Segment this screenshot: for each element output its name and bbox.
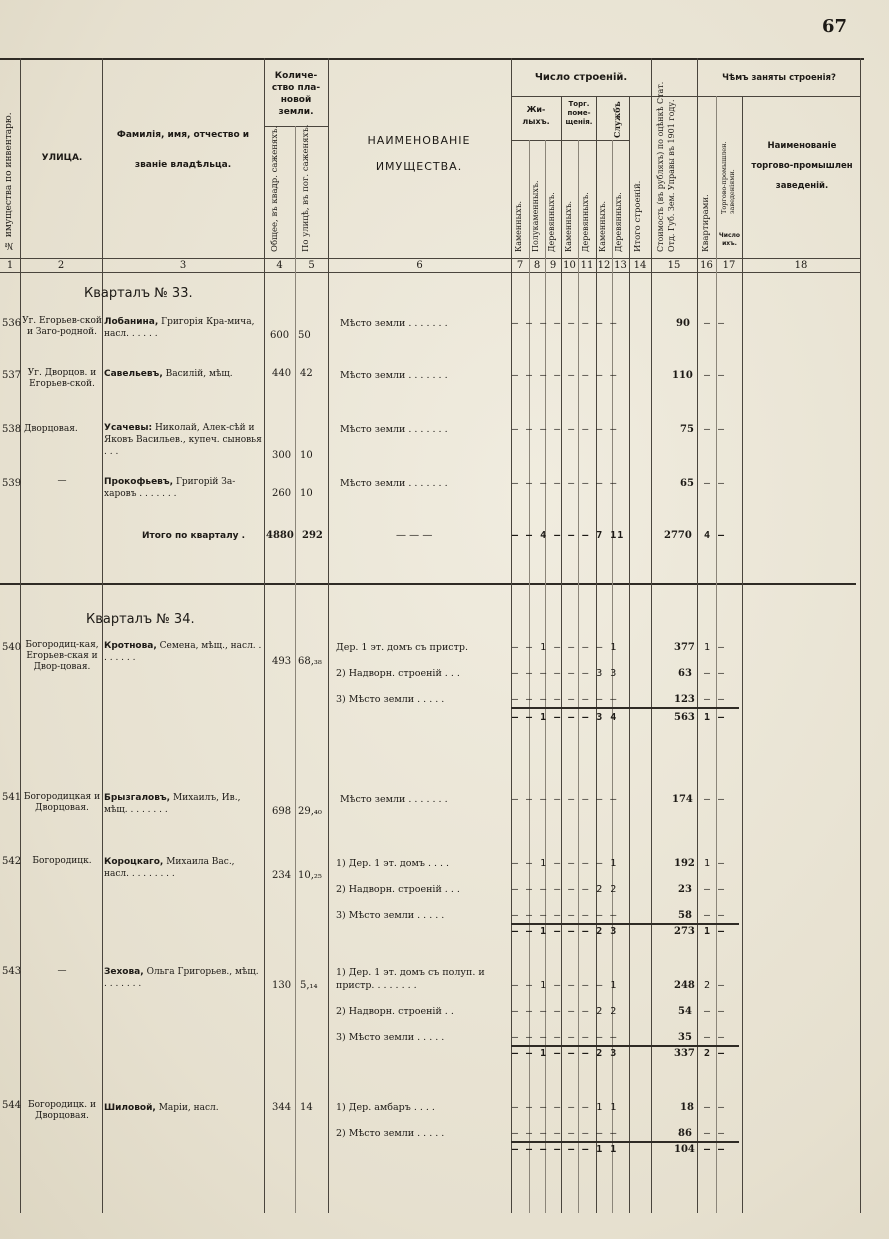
colnum: 2 xyxy=(57,260,65,271)
row-owner xyxy=(104,422,262,458)
row-street: Богородицк. и Дворцовая. xyxy=(27,1100,97,1121)
header-owner: Фамилія, имя, отчество и званіе владѣльца. xyxy=(116,130,250,170)
subtotal-counts: — — — — — — 1 1 xyxy=(512,1144,618,1155)
owner-surname: Брызгаловъ, xyxy=(104,793,171,803)
row-frontage: 42 xyxy=(300,368,313,379)
col-line xyxy=(102,58,103,1213)
owner-surname: Кротнова, xyxy=(104,641,157,651)
row-occupancy: — — xyxy=(704,668,726,679)
colnum: 5 xyxy=(308,260,315,271)
subtotal-rule xyxy=(511,1045,739,1047)
row-value: 377 xyxy=(674,642,695,653)
row-area: 300 xyxy=(272,450,292,461)
row-frontage: 50 xyxy=(298,330,311,341)
owner-rest: Василій, мѣщ. xyxy=(165,369,233,379)
header-subline xyxy=(697,96,860,97)
header-buildings-count: Число строеній. xyxy=(534,72,628,83)
row-number: 536 xyxy=(2,318,22,329)
row-owner xyxy=(104,476,262,500)
quarter-total-counts: — — 4 — — — 7 11 xyxy=(512,530,625,541)
colnum: 17 xyxy=(722,260,736,271)
row-occupancy: — — xyxy=(704,318,726,329)
row-value: 248 xyxy=(674,980,695,991)
row-property: 1) Дер. 1 эт. домъ съ полуп. и пристр. . . . . . . . xyxy=(336,967,485,991)
row-number: 543 xyxy=(2,966,22,977)
row-building-counts: — — — — — — — — xyxy=(512,318,618,329)
quarter-total-property: — — — xyxy=(396,530,433,541)
row-street: Уг. Егорьев-ской и Заго-родной. xyxy=(22,316,102,337)
header-occupied: Чѣмъ заняты строенія? xyxy=(722,73,836,83)
row-property: 1) Дер. амбаръ . . . . xyxy=(336,1102,435,1113)
header-area: Общее, въ квадр. саженяхъ. xyxy=(270,125,280,252)
header-service: Службъ xyxy=(612,101,622,138)
subtotal-occupancy: 1 — xyxy=(704,926,726,937)
colnum-bottom-border xyxy=(0,272,860,273)
header-c7: Каменныхъ. xyxy=(514,200,523,252)
row-value: 18 xyxy=(680,1102,694,1113)
header-residential: Жи-лыхъ. xyxy=(522,105,550,126)
row-street: Богородицкая и Дворцовая. xyxy=(23,792,101,813)
row-building-counts: — — — — — — — — xyxy=(512,370,618,381)
row-occupancy: — — xyxy=(704,1128,726,1139)
owner-surname: Шиловой, xyxy=(104,1103,156,1113)
owner-surname: Усачевы: xyxy=(104,423,153,433)
col-line xyxy=(264,58,265,1213)
subtotal-rule xyxy=(511,707,739,709)
row-building-counts: — — — — — — — — xyxy=(512,1128,618,1139)
row-area: 493 xyxy=(272,656,292,667)
colnum: 7 xyxy=(516,260,524,271)
quarter-total-occupancy: 4 — xyxy=(704,530,726,541)
row-owner xyxy=(104,792,262,816)
section-divider xyxy=(0,583,856,585)
row-owner xyxy=(104,368,262,380)
row-area: 234 xyxy=(272,870,292,881)
row-property: 2) Надворн. строеній . . xyxy=(336,1006,454,1017)
header-c8: Полукаменныхъ. xyxy=(531,180,540,252)
row-area: 344 xyxy=(272,1102,292,1113)
colnum: 3 xyxy=(179,260,187,271)
row-frontage: 5,₁₄ xyxy=(300,980,318,991)
row-value: 110 xyxy=(672,370,693,381)
row-number: 537 xyxy=(2,370,22,381)
owner-surname: Прокофьевъ, xyxy=(104,477,174,487)
row-value: 23 xyxy=(678,884,692,895)
row-value: 75 xyxy=(680,424,694,435)
owner-surname: Савельевъ, xyxy=(104,369,163,379)
row-street: Богородиц-кая, Егорьев-ская и Двор-цовая. xyxy=(25,640,99,672)
header-c17b: Число ихъ. xyxy=(718,232,741,247)
header-trade: Торг. поме-щенія. xyxy=(565,100,593,126)
owner-surname: Зехова, xyxy=(104,967,144,977)
row-occupancy: — — xyxy=(704,884,726,895)
subtotal-occupancy: — — xyxy=(704,1144,726,1155)
quarter-title: Кварталъ № 34. xyxy=(86,612,195,627)
colnum: 8 xyxy=(533,260,541,271)
colnum: 18 xyxy=(794,260,808,271)
row-property: Мѣсто земли . . . . . . . xyxy=(340,424,448,435)
row-frontage: 68,₃₈ xyxy=(298,656,322,667)
header-c17: Торгово-промышлен. заведеніями. xyxy=(720,141,736,214)
row-property: Мѣсто земли . . . . . . . xyxy=(340,318,448,329)
subtotal-value: 104 xyxy=(674,1144,695,1155)
colnum: 12 xyxy=(597,260,611,271)
col-line xyxy=(860,58,861,1213)
row-building-counts: — — 1 — — — — 1 xyxy=(512,980,618,991)
row-building-counts: — — — — — — 2 2 xyxy=(512,884,618,895)
subtotal-rule xyxy=(511,923,739,925)
row-value: 65 xyxy=(680,478,694,489)
row-owner xyxy=(104,856,262,880)
row-building-counts: — — — — — — — — xyxy=(512,1032,618,1043)
row-property: Мѣсто земли . . . . . . . xyxy=(340,370,448,381)
row-property: Дер. 1 эт. домъ съ пристр. xyxy=(336,642,468,653)
header-c14: Итого строеній. xyxy=(633,180,643,252)
row-value: 35 xyxy=(678,1032,692,1043)
owner-rest: Григорій За-харовъ . . . . . . . xyxy=(104,477,236,499)
subtotal-counts: — — 1 — — — 2 3 xyxy=(512,1048,618,1059)
header-c12: Каменныхъ. xyxy=(598,200,607,252)
row-building-counts: — — — — — — 3 3 xyxy=(512,668,618,679)
row-building-counts: — — — — — — 1 1 xyxy=(512,1102,618,1113)
row-area: 600 xyxy=(270,330,290,341)
col-line xyxy=(20,58,21,1213)
colnum: 1 xyxy=(6,260,14,271)
owner-rest: Михаила Вас., насл. . . . . . . . . xyxy=(104,857,235,879)
colnum: 10 xyxy=(563,260,576,271)
colnum: 14 xyxy=(633,260,647,271)
row-street: Богородицк. xyxy=(32,856,92,866)
row-property: 3) Мѣсто земли . . . . . xyxy=(336,910,445,921)
subtotal-value: 563 xyxy=(674,712,695,723)
header-c10: Каменныхъ. xyxy=(564,200,573,252)
quarter-total-frontage: 292 xyxy=(302,530,323,541)
row-frontage: 10,₂₅ xyxy=(298,870,322,881)
row-building-counts: — — — — — — — — xyxy=(512,794,618,805)
subtotal-counts: — — 1 — — — 2 3 xyxy=(512,926,618,937)
row-building-counts: — — 1 — — — — 1 xyxy=(512,858,618,869)
row-property: 1) Дер. 1 эт. домъ . . . . xyxy=(336,858,450,869)
header-street: УЛИЦА. xyxy=(41,153,83,163)
subtotal-counts: — — 1 — — — 3 4 xyxy=(512,712,618,723)
row-value: 174 xyxy=(672,794,693,805)
row-building-counts: — — — — — — — — xyxy=(512,910,618,921)
col-line xyxy=(651,58,652,1213)
row-value: 192 xyxy=(674,858,695,869)
row-street: — xyxy=(57,966,67,976)
row-number: 542 xyxy=(2,856,22,867)
row-occupancy: — — xyxy=(704,910,726,921)
quarter-total-value: 2770 xyxy=(664,530,692,541)
row-owner xyxy=(104,1102,262,1114)
row-frontage: 10 xyxy=(300,450,313,461)
row-owner xyxy=(104,966,262,990)
row-building-counts: — — — — — — — — xyxy=(512,478,618,489)
row-property: 3) Мѣсто земли . . . . . xyxy=(336,694,445,705)
subtotal-value: 337 xyxy=(674,1048,695,1059)
row-value: 123 xyxy=(674,694,695,705)
row-property: Мѣсто земли . . . . . . . xyxy=(340,794,448,805)
row-area: 440 xyxy=(272,368,292,379)
colnum: 9 xyxy=(549,260,557,271)
row-value: 90 xyxy=(676,318,690,329)
colnum: 15 xyxy=(667,260,681,271)
row-occupancy: — — xyxy=(704,694,726,705)
row-number: 539 xyxy=(2,478,22,489)
row-occupancy: — — xyxy=(704,478,726,489)
row-occupancy: — — xyxy=(704,794,726,805)
header-land-amount: Количе-ство пла-новой земли. xyxy=(271,71,321,117)
subtotal-value: 273 xyxy=(674,926,695,937)
row-building-counts: — — — — — — — — xyxy=(512,694,618,705)
owner-surname: Короцкаго, xyxy=(104,857,164,867)
row-building-counts: — — — — — — — — xyxy=(512,424,618,435)
row-occupancy: 1 — xyxy=(704,858,726,869)
owner-surname: Лобанина, xyxy=(104,317,159,327)
row-occupancy: — — xyxy=(704,1032,726,1043)
owner-rest: Семена, мѣщ., насл. . . . . . . . xyxy=(104,641,262,663)
row-area: 698 xyxy=(272,806,292,817)
row-number: 544 xyxy=(2,1100,22,1111)
page-number: 67 xyxy=(822,16,848,37)
subtotal-occupancy: 2 — xyxy=(704,1048,726,1059)
row-property: 2) Надворн. строеній . . . xyxy=(336,884,460,895)
row-frontage: 29,₄₀ xyxy=(298,806,322,817)
owner-rest: Михаилъ, Ив., мѣщ. . . . . . . . xyxy=(104,793,241,815)
row-street: Дворцовая. xyxy=(24,424,78,434)
header-c11: Деревянныхъ. xyxy=(581,192,590,252)
header-c18: Наименованіе торгово-промышлен заведеній. xyxy=(751,141,853,191)
row-occupancy: 1 — xyxy=(704,642,726,653)
col-line xyxy=(295,126,296,1213)
colnum: 4 xyxy=(276,260,283,271)
subtotal-rule xyxy=(511,1141,739,1143)
row-value: 54 xyxy=(678,1006,692,1017)
owner-rest: Григорія Кра-мича, насл. . . . . . xyxy=(104,317,255,339)
row-building-counts: — — — — — — 2 2 xyxy=(512,1006,618,1017)
colnum: 6 xyxy=(416,260,423,271)
header-c9: Деревянныхъ. xyxy=(547,192,556,252)
subtotal-occupancy: 1 — xyxy=(704,712,726,723)
row-occupancy: — — xyxy=(704,370,726,381)
row-property: 3) Мѣсто земли . . . . . xyxy=(336,1032,445,1043)
table-top-border xyxy=(0,58,864,60)
colnum: 16 xyxy=(700,260,713,271)
header-bottom-border xyxy=(0,258,860,259)
row-value: 58 xyxy=(678,910,692,921)
row-owner xyxy=(104,316,262,340)
row-occupancy: — — xyxy=(704,1102,726,1113)
row-occupancy: — — xyxy=(704,1006,726,1017)
row-street: — xyxy=(57,476,67,486)
row-number: 538 xyxy=(2,424,22,435)
colnum: 13 xyxy=(614,260,627,271)
row-area: 260 xyxy=(272,488,292,499)
row-building-counts: — — 1 — — — — 1 xyxy=(512,642,618,653)
row-occupancy: — — xyxy=(704,424,726,435)
row-street: Уг. Дворцов. и Егорьев-ской. xyxy=(27,368,97,389)
row-occupancy: 2 — xyxy=(704,980,726,991)
row-area: 130 xyxy=(272,980,292,991)
header-inventory-no: № имущества по инвентарю. xyxy=(4,112,14,250)
quarter-total-area: 4880 xyxy=(266,530,294,541)
owner-rest: Ольга Григорьев., мѣщ. . . . . . . . xyxy=(104,967,259,989)
row-value: 63 xyxy=(678,668,692,679)
row-number: 540 xyxy=(2,642,22,653)
row-property: 2) Мѣсто земли . . . . . xyxy=(336,1128,445,1139)
header-property: НАИМЕНОВАНІЕ ИМУЩЕСТВА. xyxy=(367,134,471,173)
header-c13: Деревянныхъ. xyxy=(614,192,623,252)
quarter-total-label: Итого по кварталу . xyxy=(142,531,246,541)
row-owner xyxy=(104,640,262,664)
owner-rest: Николай, Алек-сѣй и Яковъ Васильев., купеч. сыновья . . . xyxy=(104,423,262,457)
row-property: 2) Надворн. строеній . . . xyxy=(336,668,460,679)
header-frontage: По улицѣ, въ пог. саженяхъ. xyxy=(301,124,311,252)
row-frontage: 14 xyxy=(300,1102,313,1113)
row-value: 86 xyxy=(678,1128,692,1139)
colnum: 11 xyxy=(580,260,594,271)
row-property: Мѣсто земли . . . . . . . xyxy=(340,478,448,489)
row-number: 541 xyxy=(2,792,22,803)
owner-rest: Маріи, насл. xyxy=(158,1103,219,1113)
header-c15: Стоимость (въ рубляхъ) по оцѣнкѣ Стат. Отд. Губ. Зем. Управы въ 1901 году. xyxy=(656,81,676,252)
header-c16: Квартирами. xyxy=(701,194,711,252)
col-line xyxy=(697,58,698,1213)
quarter-title: Кварталъ № 33. xyxy=(84,286,193,301)
col-line xyxy=(328,58,329,1213)
row-frontage: 10 xyxy=(300,488,313,499)
